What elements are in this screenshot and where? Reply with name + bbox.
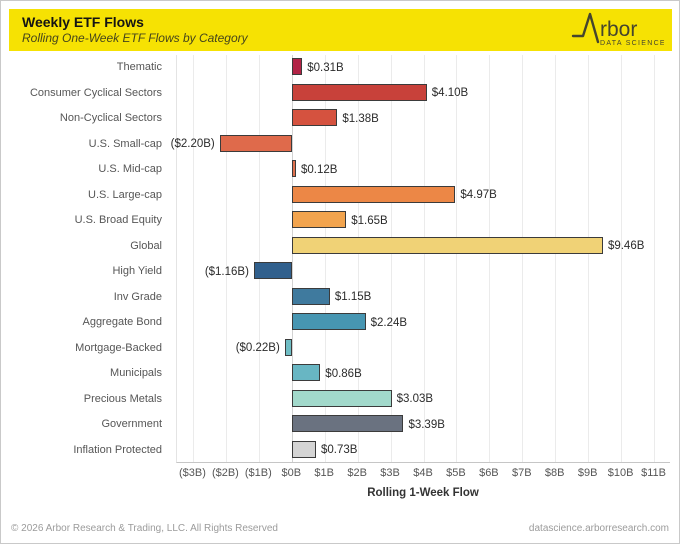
gridline bbox=[489, 55, 490, 462]
value-label: $1.38B bbox=[342, 112, 379, 125]
x-tick-label: ($2B) bbox=[211, 467, 239, 479]
value-label: $0.73B bbox=[321, 444, 358, 457]
x-tick-label: $3B bbox=[380, 467, 400, 479]
category-label-municipals: Municipals bbox=[110, 367, 162, 379]
value-label: $1.15B bbox=[334, 291, 372, 304]
value-label: $0.86B bbox=[325, 367, 362, 380]
x-tick-label: $0B bbox=[281, 467, 302, 479]
gridline bbox=[456, 55, 457, 462]
x-axis-ticks bbox=[176, 467, 670, 481]
value-label: $1.65B bbox=[351, 214, 388, 227]
x-tick-label: $7B bbox=[512, 467, 532, 479]
value-label: ($0.22B) bbox=[235, 342, 280, 355]
bar-thematic[interactable] bbox=[292, 58, 302, 75]
value-label: $0.31B bbox=[307, 61, 344, 74]
arbor-logo-icon bbox=[569, 8, 664, 48]
category-axis bbox=[1, 55, 169, 463]
x-tick-label: $6B bbox=[479, 467, 499, 479]
value-label: ($1.16B) bbox=[204, 265, 249, 278]
value-label: $9.46B bbox=[607, 240, 645, 253]
category-label-u-s-small-cap: U.S. Small-cap bbox=[88, 137, 162, 150]
x-tick-label: $1B bbox=[314, 467, 334, 479]
category-label-consumer-cyclical-sectors: Consumer Cyclical Sectors bbox=[29, 86, 162, 99]
logo-tagline-text: DATA SCIENCE bbox=[600, 39, 664, 47]
category-label-thematic: Thematic bbox=[116, 61, 162, 73]
category-label-u-s-mid-cap: U.S. Mid-cap bbox=[98, 163, 162, 175]
footer bbox=[1, 513, 680, 543]
arbor-logo bbox=[569, 8, 664, 53]
category-label-global: Global bbox=[130, 239, 162, 252]
category-label-inflation-protected: Inflation Protected bbox=[73, 443, 162, 456]
x-tick-label: ($1B) bbox=[244, 467, 272, 479]
page-title: Weekly ETF Flows bbox=[22, 14, 144, 30]
value-label: $4.97B bbox=[460, 189, 497, 202]
x-tick-label: $4B bbox=[413, 467, 433, 479]
bar-high-yield[interactable] bbox=[254, 262, 292, 279]
x-tick-label: $11B bbox=[641, 467, 666, 479]
bar-u-s-broad-equity[interactable] bbox=[292, 211, 346, 228]
logo-brand-text: rbor bbox=[600, 17, 638, 41]
value-label: ($2.20B) bbox=[170, 138, 215, 151]
category-label-u-s-broad-equity: U.S. Broad Equity bbox=[74, 214, 162, 226]
website-link[interactable]: datascience.arborresearch.com bbox=[528, 522, 669, 534]
category-label-aggregate-bond: Aggregate Bond bbox=[82, 316, 162, 328]
bar-inv-grade[interactable] bbox=[292, 288, 330, 305]
bar-u-s-mid-cap[interactable] bbox=[292, 160, 296, 177]
header-banner bbox=[9, 9, 672, 51]
x-tick-label: $9B bbox=[577, 467, 598, 479]
category-label-precious-metals: Precious Metals bbox=[83, 392, 162, 405]
bar-municipals[interactable] bbox=[292, 364, 320, 381]
bar-u-s-small-cap[interactable] bbox=[220, 135, 292, 152]
category-label-mortgage-backed: Mortgage-Backed bbox=[75, 341, 162, 354]
header-text bbox=[9, 14, 248, 46]
category-label-government: Government bbox=[101, 418, 162, 430]
page-subtitle: Rolling One-Week ETF Flows by Category bbox=[22, 31, 248, 45]
value-label: $3.39B bbox=[408, 418, 445, 431]
gridline bbox=[259, 55, 260, 462]
bar-precious-metals[interactable] bbox=[292, 390, 392, 407]
gridline bbox=[654, 55, 655, 462]
x-tick-label: $2B bbox=[347, 467, 367, 479]
value-label: $0.12B bbox=[300, 163, 338, 176]
bar-global[interactable] bbox=[292, 237, 603, 254]
value-label: $3.03B bbox=[396, 393, 434, 406]
bar-chart bbox=[1, 55, 680, 515]
x-tick-label: $8B bbox=[544, 467, 565, 479]
plot-area bbox=[170, 55, 670, 463]
x-tick-label: ($3B) bbox=[179, 467, 206, 479]
category-label-high-yield: High Yield bbox=[112, 265, 162, 277]
x-tick-label: $10B bbox=[607, 467, 634, 479]
category-label-inv-grade: Inv Grade bbox=[113, 290, 162, 303]
category-label-non-cyclical-sectors: Non-Cyclical Sectors bbox=[59, 112, 162, 124]
bar-consumer-cyclical-sectors[interactable] bbox=[292, 84, 427, 101]
bar-non-cyclical-sectors[interactable] bbox=[292, 109, 337, 126]
bar-inflation-protected[interactable] bbox=[292, 441, 316, 458]
bar-government[interactable] bbox=[292, 415, 403, 432]
gridline bbox=[588, 55, 589, 462]
value-label: $4.10B bbox=[431, 87, 469, 100]
x-tick-label: $5B bbox=[446, 467, 466, 479]
x-axis-title: Rolling 1-Week Flow bbox=[367, 487, 479, 499]
category-label-u-s-large-cap: U.S. Large-cap bbox=[88, 188, 162, 201]
bar-aggregate-bond[interactable] bbox=[292, 313, 366, 330]
bar-u-s-large-cap[interactable] bbox=[292, 186, 455, 203]
bar-mortgage-backed[interactable] bbox=[285, 339, 292, 356]
gridline bbox=[522, 55, 523, 462]
gridline bbox=[555, 55, 556, 462]
value-label: $2.24B bbox=[370, 316, 408, 329]
gridline bbox=[193, 55, 194, 462]
copyright-text: © 2026 Arbor Research & Trading, LLC. All Rights Reserved bbox=[11, 522, 278, 534]
